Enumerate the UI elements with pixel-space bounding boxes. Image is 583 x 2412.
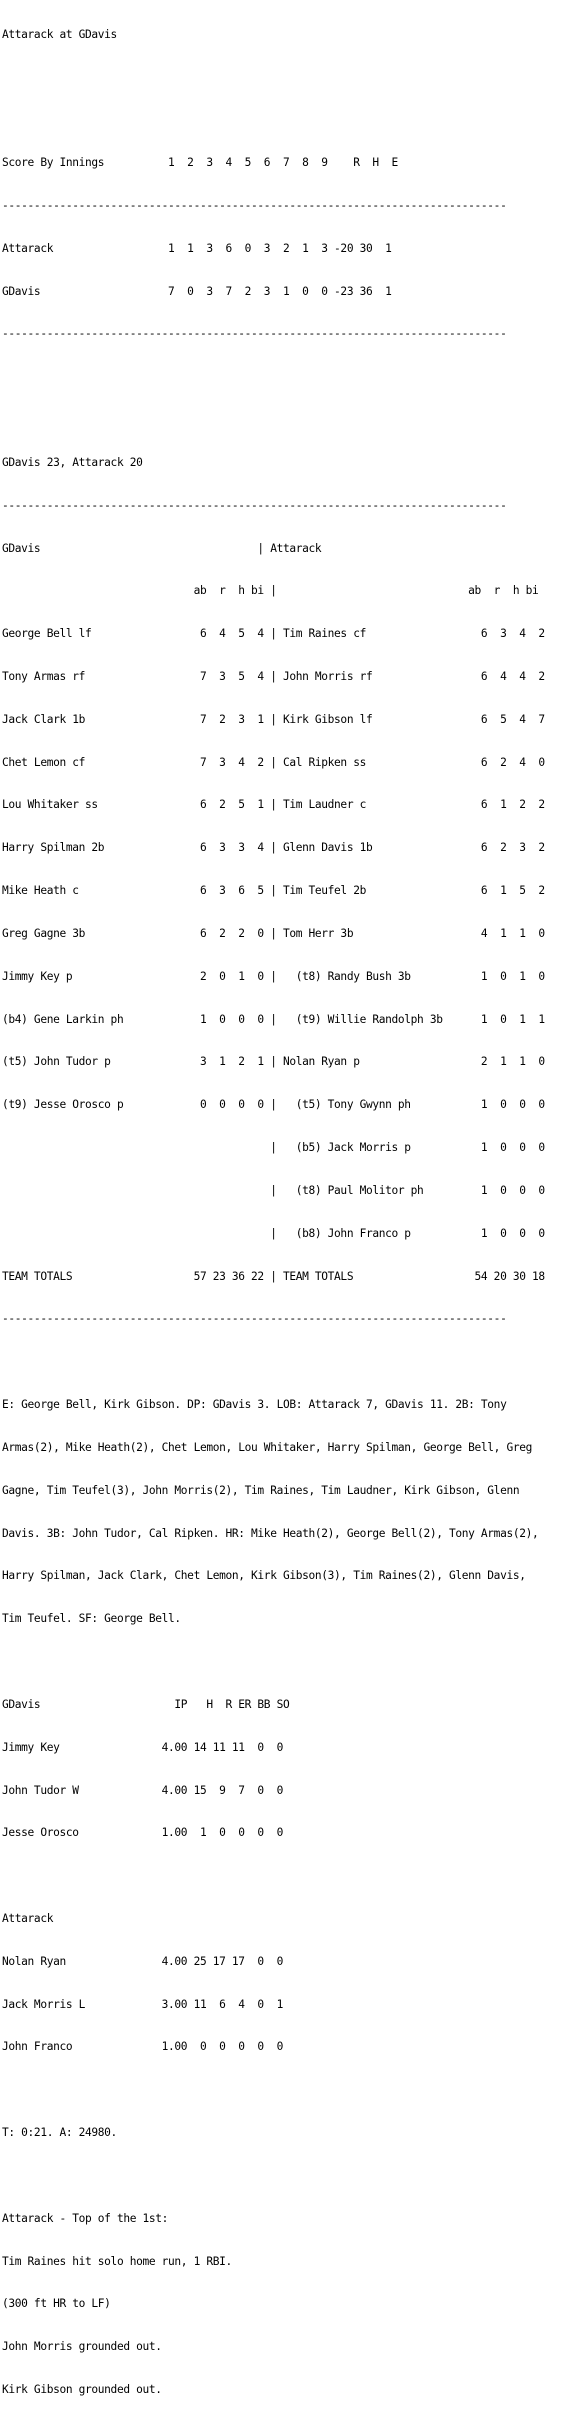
blank-line bbox=[2, 370, 583, 384]
game-notes: Davis. 3B: John Tudor, Cal Ripken. HR: Mike Heath(2), George Bell(2), Tony Armas(2), bbox=[2, 1526, 539, 1540]
pitching-row: Jack Morris L 3.00 11 6 4 0 1 bbox=[2, 1997, 283, 2011]
game-notes: E: George Bell, Kirk Gibson. DP: GDavis 3. LOB: Attarack 7, GDavis 11. 2B: Tony bbox=[2, 1398, 507, 1412]
game-notes: Armas(2), Mike Heath(2), Chet Lemon, Lou Whitaker, Harry Spilman, George Bell, Greg bbox=[2, 1440, 532, 1454]
separator-line: ------------------------------------------------------------------------------- bbox=[2, 198, 507, 212]
play-line: John Morris grounded out. bbox=[2, 2340, 162, 2354]
batting-row: Tony Armas rf 7 3 5 4 | John Morris rf 6 4 4 2 bbox=[2, 669, 545, 683]
game-notes: Tim Teufel. SF: George Bell. bbox=[2, 1612, 181, 1626]
batting-row: (b4) Gene Larkin ph 1 0 0 0 | (t9) Willie Randolph 3b 1 0 1 1 bbox=[2, 1012, 545, 1026]
separator-line: ------------------------------------------------------------------------------- bbox=[2, 498, 507, 512]
pitching-row: Nolan Ryan 4.00 25 17 17 0 0 bbox=[2, 1954, 283, 1968]
play-by-play-heading: Attarack - Top of the 1st: bbox=[2, 2211, 169, 2225]
batting-row: Mike Heath c 6 3 6 5 | Tim Teufel 2b 6 1 5 2 bbox=[2, 884, 545, 898]
game-title: Attarack at GDavis bbox=[2, 27, 117, 41]
pitching-row: Jesse Orosco 1.00 1 0 0 0 0 bbox=[2, 1826, 283, 1840]
pitching-row: Jimmy Key 4.00 14 11 11 0 0 bbox=[2, 1740, 283, 1754]
batting-row: Harry Spilman 2b 6 3 3 4 | Glenn Davis 1b 6 2 3 2 bbox=[2, 841, 545, 855]
innings-row-away: Attarack 1 1 3 6 0 3 2 1 3 -20 30 1 bbox=[2, 241, 392, 255]
play-line: Tim Raines hit solo home run, 1 RBI. bbox=[2, 2254, 232, 2268]
box-score-document bbox=[2, 0, 583, 2412]
blank-line bbox=[2, 1655, 583, 1669]
batting-column-headers: ab r h bi | ab r h bi bbox=[2, 584, 539, 598]
blank-line bbox=[2, 2083, 583, 2097]
batting-row: George Bell lf 6 4 5 4 | Tim Raines cf 6 3 4 2 bbox=[2, 627, 545, 641]
blank-line bbox=[2, 413, 583, 427]
pitching-row: John Tudor W 4.00 15 9 7 0 0 bbox=[2, 1783, 283, 1797]
blank-line bbox=[2, 70, 583, 84]
separator-line: ------------------------------------------------------------------------------- bbox=[2, 1312, 507, 1326]
blank-line bbox=[2, 2169, 583, 2183]
innings-header: Score By Innings 1 2 3 4 5 6 7 8 9 R H E bbox=[2, 156, 398, 170]
blank-line bbox=[2, 1355, 583, 1369]
pitching-header-home: GDavis IP H R ER BB SO bbox=[2, 1697, 290, 1711]
innings-row-home: GDavis 7 0 3 7 2 3 1 0 0 -23 36 1 bbox=[2, 284, 392, 298]
pitching-row: John Franco 1.00 0 0 0 0 0 bbox=[2, 2040, 283, 2054]
pitching-header-away: Attarack bbox=[2, 1912, 54, 1925]
batting-row: (t9) Jesse Orosco p 0 0 0 0 | (t5) Tony Gwynn ph 1 0 0 0 bbox=[2, 1098, 545, 1112]
batting-team-headers: GDavis | Attarack bbox=[2, 541, 322, 555]
batting-row: Jimmy Key p 2 0 1 0 | (t8) Randy Bush 3b 1 0 1 0 bbox=[2, 969, 545, 983]
batting-row: Chet Lemon cf 7 3 4 2 | Cal Ripken ss 6 2 4 0 bbox=[2, 755, 545, 769]
batting-row: (t5) John Tudor p 3 1 2 1 | Nolan Ryan p 2 1 1 0 bbox=[2, 1055, 545, 1069]
batting-row: | (b8) John Franco p 1 0 0 0 bbox=[2, 1226, 545, 1240]
batting-row: Lou Whitaker ss 6 2 5 1 | Tim Laudner c 6 1 2 2 bbox=[2, 798, 545, 812]
time-attendance: T: 0:21. A: 24980. bbox=[2, 2126, 117, 2140]
batting-row: Greg Gagne 3b 6 2 2 0 | Tom Herr 3b 4 1 1 0 bbox=[2, 926, 545, 940]
final-score: GDavis 23, Attarack 20 bbox=[2, 455, 143, 469]
batting-row: | (t8) Paul Molitor ph 1 0 0 0 bbox=[2, 1183, 545, 1197]
play-line: (300 ft HR to LF) bbox=[2, 2297, 111, 2311]
blank-line bbox=[2, 1869, 583, 1883]
blank-line bbox=[2, 113, 583, 127]
team-totals-row: TEAM TOTALS 57 23 36 22 | TEAM TOTALS 54 20 30 18 bbox=[2, 1269, 545, 1283]
batting-row: Jack Clark 1b 7 2 3 1 | Kirk Gibson lf 6 5 4 7 bbox=[2, 712, 545, 726]
game-notes: Harry Spilman, Jack Clark, Chet Lemon, Kirk Gibson(3), Tim Raines(2), Glenn Davis, bbox=[2, 1569, 526, 1583]
play-line: Kirk Gibson grounded out. bbox=[2, 2383, 162, 2397]
batting-row: | (b5) Jack Morris p 1 0 0 0 bbox=[2, 1141, 545, 1155]
separator-line: ------------------------------------------------------------------------------- bbox=[2, 327, 507, 341]
game-notes: Gagne, Tim Teufel(3), John Morris(2), Tim Raines, Tim Laudner, Kirk Gibson, Glenn bbox=[2, 1483, 520, 1497]
